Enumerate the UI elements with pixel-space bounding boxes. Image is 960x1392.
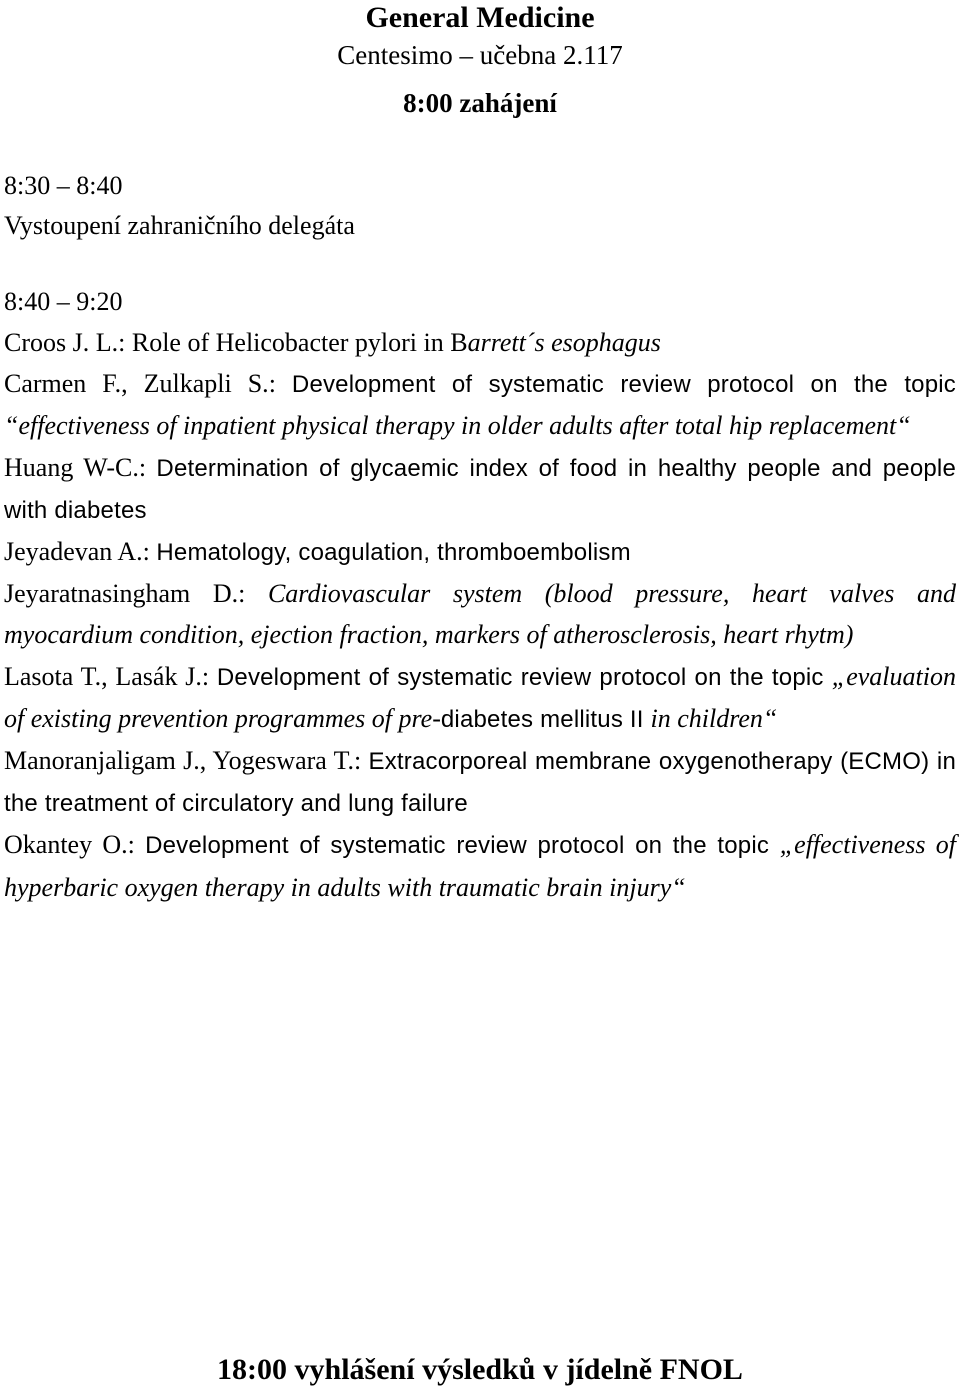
presentation-item [4, 363, 956, 446]
page-title: General Medicine [365, 1, 595, 34]
separator: : [127, 830, 146, 860]
presentation-title: Hematology, coagulation, thromboembolism [156, 539, 631, 567]
separator: : [118, 328, 132, 357]
presentation-item [4, 824, 956, 907]
presentation-author: Croos J. L. [4, 328, 119, 357]
presentation-item [4, 531, 956, 573]
presentation-author: Manoranjaligam J., Yogeswara T. [4, 746, 355, 776]
presentation-title-cont: diabetes mellitus II [440, 705, 651, 733]
presentation-author: Jeyaratnasingham D. [4, 579, 239, 609]
closing-announcement: 18:00 vyhlášení výsledků v jídelně FNOL [217, 1353, 743, 1386]
separator: : [138, 452, 157, 482]
presentation-title-italic: „evaluation of existing prevention programmes of pre- [4, 661, 956, 733]
presentation-author: Jeyadevan A. [4, 537, 143, 567]
presentation-author: Carmen F., Zulkapli S. [4, 369, 269, 399]
presentation-title: Development of systematic review protocol on the topic [145, 832, 780, 860]
presentation-title-italic: “effectiveness of inpatient physical therapy in older adults after total hip replacement“ [4, 411, 911, 441]
opening-time: 8:00 zahájení [403, 88, 557, 118]
session-text: Vystoupení zahraničního delegáta [4, 211, 355, 240]
session-time: 8:40 – 9:20 [4, 287, 123, 316]
presentation-item [4, 740, 956, 824]
presentation-author: Okantey O. [4, 830, 128, 860]
presentation-title-italic: Cardiovascular system (blood pressure, heart valves and myocardium condition, ejection fraction, markers of atherosclerosis, heart rhytm) [4, 579, 956, 650]
presentation-title-italic: „effectiveness of hyperbaric oxygen therapy in adults with traumatic brain injury“ [4, 830, 956, 902]
presentation-title: Development of systematic review protocol on the topic [291, 371, 957, 399]
session-time: 8:30 – 8:40 [4, 171, 123, 200]
presentation-author: Huang W-C. [4, 452, 139, 482]
presentation-item [4, 447, 956, 531]
presentation-author: Lasota T., Lasák J. [4, 661, 202, 691]
separator: : [354, 746, 369, 776]
presentation-title: Determination of glycaemic index of food in healthy people and people with diabetes [4, 454, 957, 524]
separator: : [142, 537, 157, 567]
session-2 [4, 282, 956, 908]
presentation-item [4, 322, 956, 363]
session-1 [4, 166, 956, 246]
presentation-title: Development of systematic review protocol on the topic [216, 663, 832, 691]
separator: : [201, 661, 217, 691]
presentation-title: Role of Helicobacter pylori in B [131, 328, 468, 357]
presentation-item [4, 573, 956, 655]
separator: : [268, 369, 292, 399]
venue-subtitle: Centesimo – učebna 2.117 [337, 40, 623, 70]
presentation-title: Extracorporeal membrane oxygenotherapy (ECMO) in the treatment of circulatory and lung failure [4, 748, 956, 818]
separator: : [238, 579, 268, 609]
presentation-title-italic: arrett´s esophagus [467, 328, 661, 357]
presentation-title-italic-end: in children“ [650, 703, 778, 733]
presentation-item [4, 656, 956, 740]
